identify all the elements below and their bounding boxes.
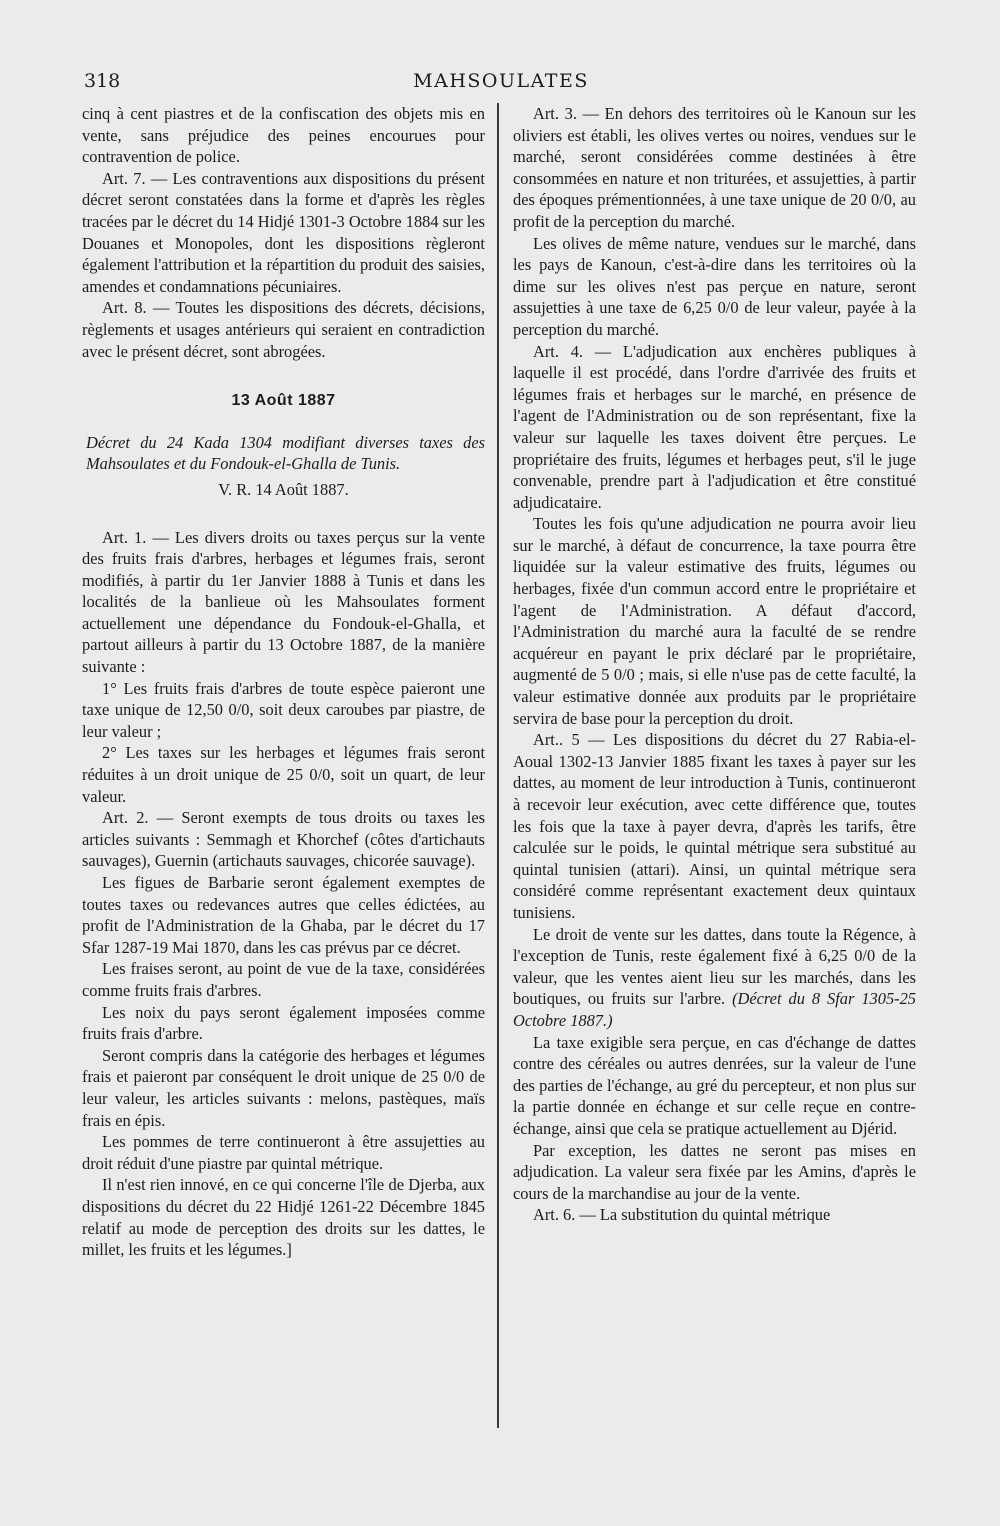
article-8: Art. 8. — Toutes les dispositions des décrets, décisions, règlements et usages antérieurs qui seraient en contradiction avec le présent décret, sont abrogées. [82,298,485,361]
paragraph: Il n'est rien innové, en ce qui concerne l'île de Djerba, aux dispositions du décret du 22 Hidjé 1261-22 Décembre 1845 relatif au mode de perception des droits sur les dattes, le millet, les fruits et les légumes.] [82,1175,485,1260]
paragraph-text: Le droit de vente sur les dattes, dans toute la Régence, à l'exception de Tunis, reste également fixé à 6,25 0/0 de la valeur, que les ventes aient lieu sur les marchés, dans les boutiques, ou fruits sur l'arbre. [513,924,916,1009]
article-5: Art.. 5 — Les dispositions du décret du 27 Rabia-el-Aoual 1302-13 Janvier 1885 fixant les taxes à payer sur les dattes, au moment de leur introduction à Tunis, continueront à recevoir leur exécution, avec cette différence que, toutes les fois que la taxe à payer devra, d'après les tarifs, être calculée sur le poids, le quintal métrique sera substitué au quintal tunisien (attari). Ainsi, un quintal métrique sera considéré comme représentant exactement deux quintaux tunisiens. [513,730,916,922]
paragraph: Les figues de Barbarie seront également exemptes de toutes taxes ou redevances autres que celles édictées, au profit de l'Administration de la Ghaba, par le décret du 17 Sfar 1287-19 Mai 1870, dans les cas prévus par ce décret. [82,873,485,957]
article-2: Art. 2. — Seront exempts de tous droits ou taxes les articles suivants : Semmagh et Khorchef (côtes d'artichauts sauvages), Guernin (artichauts sauvages, chicorée sauvage). [82,808,485,871]
column-divider [497,103,499,1428]
article-7: Art. 7. — Les contraventions aux dispositions du présent décret seront constatées dans la forme et d'après les règles tracées par le décret du 14 Hidjé 1301-3 Octobre 1884 sur les Douanes et Monopoles, dont les dispositions règleront également l'attribution et la répartition du produit des saisies, amendes et condamnations pécuniaires. [82,168,485,296]
left-column [82,103,485,1261]
paragraph: Par exception, les dattes ne seront pas mises en adjudication. La valeur sera fixée par les Amins, d'après le cours de la marchandise au jour de la vente. [513,1140,916,1203]
decree-title: Décret du 24 Kada 1304 modifiant diverses taxes des Mahsoulates et du Fondouk-el-Ghalla de Tunis. [86,432,485,474]
article-6: Art. 6. — La substitution du quintal métrique [533,1205,831,1225]
paragraph: Les noix du pays seront également imposées comme fruits frais d'arbre. [82,1002,485,1044]
article-1: Art. 1. — Les divers droits ou taxes perçus sur la vente des fruits frais d'arbres, herbages et légumes frais, seront modifiés, à partir du 1er Janvier 1888 à Tunis et dans les localités de la banlieue où les Mahsoulates forment actuellement une dépendance du Fondouk-el-Ghalla, et partout ailleurs à partir du 13 Octobre 1887, de la manière suivante : [82,527,485,677]
page-header [84,66,918,98]
right-column [513,103,916,1226]
paragraph: La taxe exigible sera perçue, en cas d'échange de dattes contre des céréales ou autres denrées, sur la valeur de l'une des parties de l'échange, au gré du percepteur, et non plus sur la partie donnée en échange et sur celle reçue en contre-échange, ainsi que cela se pratique actuellement au Djérid. [513,1032,916,1138]
list-item: 1° Les fruits frais d'arbres de toute espèce paieront une taxe unique de 12,50 0/0, soit deux caroubes par piastre, de leur valeur ; [82,678,485,741]
promulgation-line: V. R. 14 Août 1887. [218,479,349,499]
paragraph [513,924,916,1032]
article-4: Art. 4. — L'adjudication aux enchères publiques à laquelle il est procédé, dans l'ordre d'arrivée des fruits et légumes frais et herbages sur le marché, en présence de l'agent de l'Administration ou de son représentant, fixe la valeur sur laquelle les taxes doivent être perçues. Le propriétaire des fruits, légumes et herbages peut, s'il le juge convenable, prendre part à l'adjudication et être constitué adjudicataire. [513,341,916,512]
paragraph: Les fraises seront, au point de vue de la taxe, considérées comme fruits frais d'arbres. [82,959,485,1000]
paragraph: Seront compris dans la catégorie des herbages et légumes frais et paieront par conséquent le droit unique de 25 0/0 de leur valeur, les articles suivants : melons, pastèques, maïs frais en épis. [82,1045,485,1130]
article-3: Art. 3. — En dehors des territoires où le Kanoun sur les oliviers est établi, les olives vertes ou noires, vendues sur le marché, seront considérées comme destinées à être consommées en nature et non triturées, et assujetties, à partir des époques prémentionnées, à une taxe unique de 20 0/0, au profit de la perception du marché. [513,104,916,231]
paragraph: Toutes les fois qu'une adjudication ne pourra avoir lieu sur le marché, à défaut de concurrence, la taxe pourra être liquidée sur la valeur estimative des fruits, légumes ou herbages, fixée d'un commun accord entre le propriétaire et l'agent de l'Administration. A défaut d'accord, l'Administration du marché aura la faculté de se rendre acquéreur en payant le prix déclaré par le propriétaire, augmenté de 5 0/0 ; mais, si elle n'use pas de cette faculté, la valeur estimative donnée aux produits par le propriétaire servira de base pour la perception du droit. [513,514,916,728]
decree-citation: (Décret du 8 Sfar 1305-25 Octobre 1887.) [513,989,916,1030]
paragraph: cinq à cent piastres et de la confiscation des objets mis en vente, sans préjudice des peines encourues pour contravention de police. [82,104,485,167]
date-heading: 13 Août 1887 [231,392,336,410]
paragraph: Les pommes de terre continueront à être assujetties au droit réduit d'une piastre par quintal métrique. [82,1132,485,1173]
list-item: 2° Les taxes sur les herbages et légumes frais seront réduites à un droit unique de 25 0/0, soit un quart, de leur valeur. [82,743,485,806]
page-number: 318 [84,70,121,92]
paragraph: Les olives de même nature, vendues sur le marché, dans les pays de Kanoun, c'est-à-dire dans les territoires où la dime sur les olives n'est pas perçue en nature, seront assujetties à une taxe de 6,25 0/0 de leur valeur, payée à la perception du marché. [513,233,916,339]
running-title: MAHSOULATES [413,70,589,92]
